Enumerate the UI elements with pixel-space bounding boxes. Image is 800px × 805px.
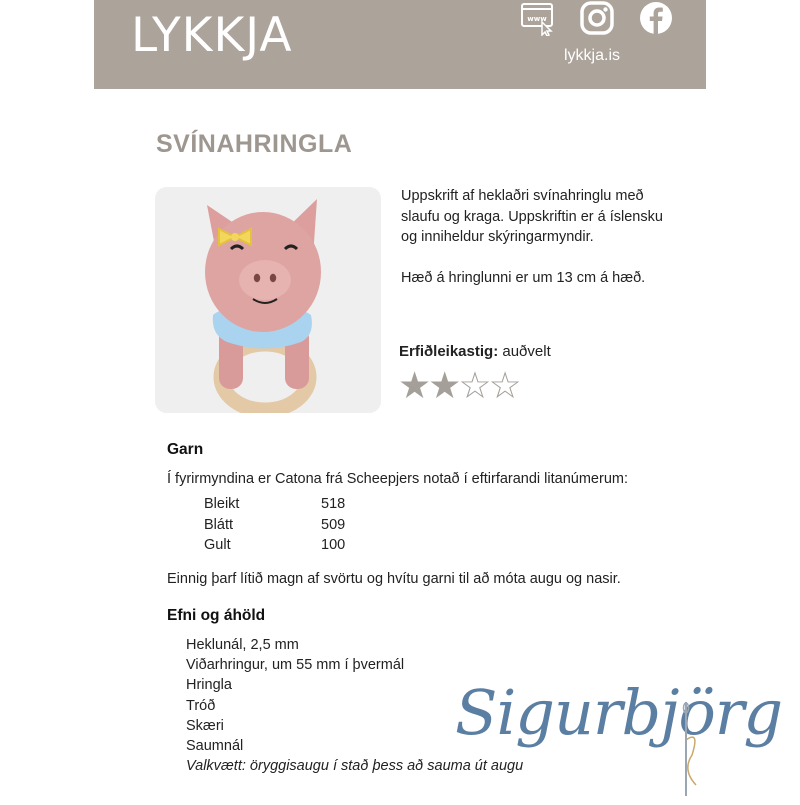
- list-item: [204, 494, 345, 515]
- star-filled-icon: ★: [428, 364, 459, 407]
- difficulty: [399, 343, 551, 360]
- facebook-icon[interactable]: [639, 1, 673, 40]
- signature-logo: Sigurbjörg: [455, 676, 783, 749]
- list-item: Tróð: [186, 697, 216, 714]
- pattern-description: [401, 186, 676, 308]
- color-name: Blátt: [204, 516, 234, 533]
- list-item: Saumnál: [186, 738, 244, 755]
- difficulty-label: Erfiðleikastig:: [399, 343, 499, 360]
- star-empty-icon: ☆: [458, 364, 489, 407]
- www-icon[interactable]: [520, 2, 556, 41]
- color-number: 100: [321, 537, 346, 553]
- materials-heading: Efni og áhöld: [167, 607, 266, 624]
- color-number: 518: [321, 496, 346, 512]
- needle-icon: [672, 700, 702, 805]
- color-name: Bleikt: [204, 496, 240, 512]
- description-paragraph: Uppskrift af heklaðri svínahringlu með slaufu og kraga. Uppskriftin er á íslensku og inniheldur skýringarmyndir.: [401, 188, 663, 245]
- difficulty-value: auðvelt: [502, 343, 551, 360]
- list-item: [204, 535, 345, 556]
- color-number: 509: [321, 516, 346, 533]
- star-filled-icon: ★: [398, 364, 429, 407]
- yarn-intro: Í fyrirmyndina er Catona frá Scheepjers notað í eftirfarandi litanúmerum:: [167, 471, 628, 487]
- list-item: Hringla: [186, 677, 232, 694]
- svg-text:www: www: [527, 15, 547, 23]
- header-bar: [94, 0, 706, 89]
- yarn-note: Einnig þarf lítið magn af svörtu og hvítu garni til að móta augu og nasir.: [167, 571, 621, 587]
- list-item: [204, 515, 345, 536]
- list-item: Heklunál, 2,5 mm: [186, 637, 299, 653]
- brand-logo: LYKKJA: [131, 8, 293, 63]
- optional-item: Valkvætt: öryggisaugu í stað þess að sauma út augu: [186, 758, 524, 775]
- difficulty-rating: [398, 364, 519, 407]
- list-item: Viðarhringur, um 55 mm í þvermál: [186, 657, 405, 674]
- list-item: Skæri: [186, 717, 224, 734]
- description-paragraph: Hæð á hringlunni er um 13 cm á hæð.: [401, 269, 646, 286]
- color-name: Gult: [204, 537, 231, 553]
- yarn-color-list: [204, 494, 345, 556]
- product-photo: [155, 187, 381, 413]
- pattern-title: SVÍNAHRINGLA: [156, 130, 353, 158]
- website-link[interactable]: lykkja.is: [564, 47, 621, 64]
- star-empty-icon: ☆: [488, 364, 519, 407]
- instagram-icon[interactable]: [579, 0, 615, 41]
- yarn-heading: Garn: [167, 441, 204, 458]
